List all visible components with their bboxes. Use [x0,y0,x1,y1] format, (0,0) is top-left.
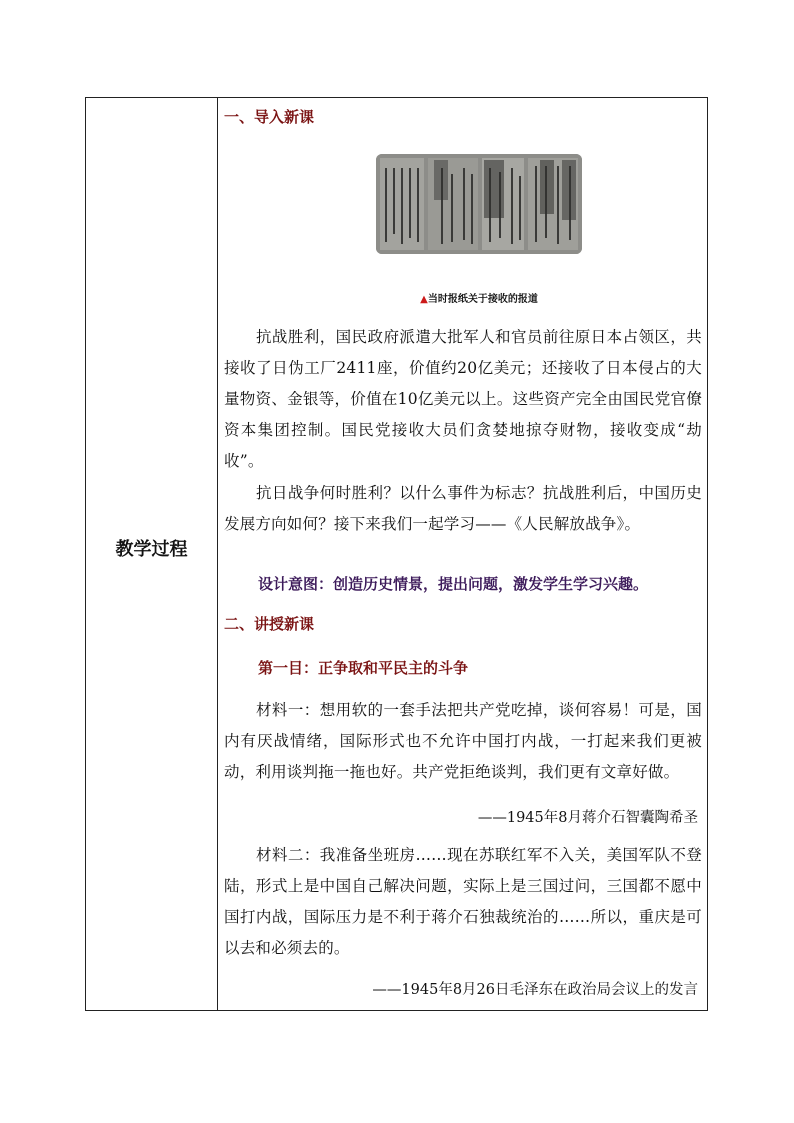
material-1-source: ——1945年8月蒋介石智囊陶希圣 [477,810,698,826]
material-2-source: ——1945年8月26日毛泽东在政治局会议上的发言 [372,982,698,998]
photo-caption [344,290,614,305]
material-2: 材料二：我准备坐班房……现在苏联红军不入关，美国军队不登陆，形式上是中国自己解决问题，实际上是三国过问，三国都不愿中国打内战，国际压力是不利于蒋介石独裁统治的……所以，重庆是可以去和必须去的。 [224,846,702,957]
section-heading-intro: 一、导入新课 [224,108,315,126]
newspaper-clipping-image [376,154,582,254]
row-label: 教学过程 [115,539,188,560]
subheading-item-1: 第一目：正争取和平民主的斗争 [258,659,469,677]
design-intent: 设计意图：创造历史情景，提出问题，激发学生学习兴趣。 [258,575,649,593]
column-divider [217,98,218,1010]
intro-paragraph-2: 抗日战争何时胜利？以什么事件为标志？抗战胜利后，中国历史发展方向如何？接下来我们一起学习——《人民解放战争》。 [224,484,702,533]
intro-paragraph-1: 抗战胜利，国民政府派遣大批军人和官员前往原日本占领区，共接收了日伪工厂2411座，价值约20亿美元；还接收了日本侵占的大量物资、金银等，价值在10亿美元以上。这些资产完全由国民党官僚资本集团控制。国民党接收大员们贪婪地掠夺财物，接收变成“劫收”。 [224,328,702,470]
material-1: 材料一：想用软的一套手法把共产党吃掉，谈何容易！可是，国内有厌战情绪，国际形式也不允许中国打内战，一打起来我们更被动，利用谈判拖一拖也好。共产党拒绝谈判，我们更有文章好做。 [224,701,702,781]
newspaper-photo [376,154,582,254]
lesson-table [85,97,708,1011]
photo-caption-text: 当时报纸关于接收的报道 [427,294,538,305]
section-heading-new-lesson: 二、讲授新课 [224,615,315,633]
triangle-marker-icon: ▲ [420,294,428,305]
